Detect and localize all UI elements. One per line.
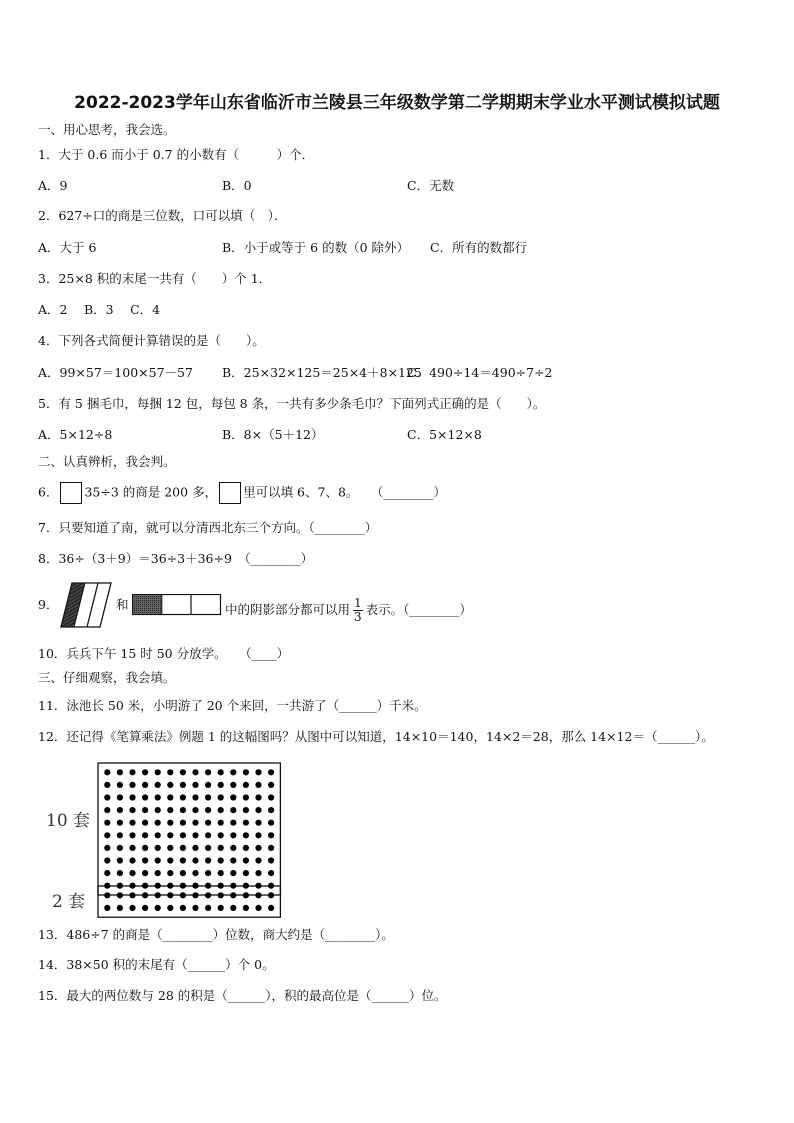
ten-sets-dot	[180, 769, 186, 775]
ten-sets-dot	[167, 883, 173, 889]
ten-sets-dot	[104, 832, 110, 838]
ten-sets-dot	[205, 794, 211, 800]
ten-sets-dot	[129, 782, 135, 788]
ten-sets-dot	[129, 820, 135, 826]
q6-number: 6．	[38, 484, 59, 500]
ten-sets-dot	[155, 870, 161, 876]
ten-sets-dot	[180, 807, 186, 813]
question-3: 3．25×8 积的末尾一共有（ ）个 1．	[38, 271, 272, 286]
ten-sets-dot	[142, 769, 148, 775]
ten-sets-dot	[129, 794, 135, 800]
ten-sets-dot	[230, 845, 236, 851]
ten-sets-dot	[243, 845, 249, 851]
rectangle-figure	[132, 594, 222, 616]
ten-sets-dot	[129, 870, 135, 876]
ten-sets-dot	[230, 769, 236, 775]
ten-sets-dot	[117, 782, 123, 788]
ten-sets-dot	[205, 870, 211, 876]
ten-sets-dot	[129, 857, 135, 863]
ten-sets-dot	[255, 832, 261, 838]
ten-sets-dot	[117, 832, 123, 838]
ten-sets-dot	[167, 794, 173, 800]
label-2-sets: 2 套	[52, 892, 86, 912]
dot-array-10-sets-frame	[98, 763, 280, 895]
ten-sets-dot	[243, 883, 249, 889]
q6-tail: 里可以填 6、7、8。 （________）	[243, 484, 446, 500]
question-4: 4．下列各式简便计算错误的是（ ）。	[38, 333, 265, 348]
ten-sets-dot	[230, 820, 236, 826]
ten-sets-dot	[192, 845, 198, 851]
blank-box	[60, 482, 82, 504]
question-13: 13．486÷7 的商是（________）位数，商大约是（________）。	[38, 927, 394, 942]
ten-sets-dot	[142, 807, 148, 813]
two-sets-dot	[205, 905, 211, 911]
ten-sets-dot	[117, 845, 123, 851]
q2-option-b: B．小于或等于 6 的数（0 除外）	[222, 240, 410, 255]
ten-sets-dot	[192, 857, 198, 863]
ten-sets-dot	[142, 845, 148, 851]
q4-option-c: C．490÷14＝490÷7÷2	[407, 365, 553, 380]
ten-sets-dot	[230, 782, 236, 788]
two-sets-dot	[167, 892, 173, 898]
ten-sets-dot	[155, 883, 161, 889]
ten-sets-dot	[155, 820, 161, 826]
ten-sets-dot	[243, 820, 249, 826]
ten-sets-dot	[142, 820, 148, 826]
ten-sets-dot	[167, 870, 173, 876]
section-heading-2: 二、认真辨析，我会判。	[38, 454, 176, 469]
section-heading-3: 三、仔细观察，我会填。	[38, 670, 176, 685]
ten-sets-dot	[104, 845, 110, 851]
ten-sets-dot	[142, 794, 148, 800]
two-sets-dot	[218, 905, 224, 911]
ten-sets-dot	[117, 820, 123, 826]
fraction-denominator: 3	[354, 610, 362, 624]
two-sets-dot	[180, 905, 186, 911]
ten-sets-dot	[268, 870, 274, 876]
ten-sets-dot	[268, 820, 274, 826]
dot-array-figure	[92, 760, 292, 920]
question-12: 12．还记得《笔算乘法》例题 1 的这幅图吗？从图中可以知道，14×10＝140，14×2＝28，那么 14×12＝（______）。	[38, 729, 714, 744]
ten-sets-dot	[167, 769, 173, 775]
ten-sets-dot	[117, 857, 123, 863]
two-sets-dot	[117, 905, 123, 911]
ten-sets-dot	[255, 883, 261, 889]
ten-sets-dot	[205, 769, 211, 775]
question-15: 15．最大的两位数与 28 的积是（______），积的最高位是（______）位。	[38, 988, 447, 1003]
ten-sets-dot	[243, 857, 249, 863]
ten-sets-dot	[192, 794, 198, 800]
ten-sets-dot	[243, 832, 249, 838]
ten-sets-dot	[104, 769, 110, 775]
ten-sets-dot	[104, 883, 110, 889]
ten-sets-dot	[255, 807, 261, 813]
ten-sets-dot	[255, 769, 261, 775]
ten-sets-dot	[268, 857, 274, 863]
question-5: 5．有 5 捆毛巾，每捆 12 包，每包 8 条，一共有多少条毛巾？下面列式正确的是（ ）。	[38, 396, 546, 411]
q9-and: 和	[116, 597, 129, 612]
ten-sets-dot	[192, 832, 198, 838]
ten-sets-dot	[142, 832, 148, 838]
ten-sets-dot	[155, 794, 161, 800]
ten-sets-dot	[218, 883, 224, 889]
ten-sets-dot	[104, 794, 110, 800]
ten-sets-dot	[117, 794, 123, 800]
ten-sets-dot	[268, 782, 274, 788]
two-sets-dot	[155, 892, 161, 898]
ten-sets-dot	[268, 883, 274, 889]
ten-sets-dot	[205, 857, 211, 863]
ten-sets-dot	[129, 832, 135, 838]
ten-sets-dot	[268, 769, 274, 775]
ten-sets-dot	[255, 782, 261, 788]
two-sets-dot	[129, 905, 135, 911]
ten-sets-dot	[180, 870, 186, 876]
ten-sets-dot	[218, 857, 224, 863]
ten-sets-dot	[192, 769, 198, 775]
two-sets-dot	[129, 892, 135, 898]
two-sets-dot	[104, 892, 110, 898]
ten-sets-dot	[255, 870, 261, 876]
ten-sets-dot	[230, 807, 236, 813]
question-7: 7．只要知道了南，就可以分清西北东三个方向。（________）	[38, 520, 378, 535]
ten-sets-dot	[205, 782, 211, 788]
question-2: 2．627÷口的商是三位数，口可以填（ ）．	[38, 208, 287, 223]
ten-sets-dot	[180, 794, 186, 800]
ten-sets-dot	[117, 769, 123, 775]
ten-sets-dot	[218, 794, 224, 800]
ten-sets-dot	[117, 883, 123, 889]
ten-sets-dot	[230, 870, 236, 876]
ten-sets-dot	[167, 845, 173, 851]
two-sets-dot	[192, 905, 198, 911]
ten-sets-dot	[104, 820, 110, 826]
ten-sets-dot	[180, 832, 186, 838]
page-title: 2022-2023学年山东省临沂市兰陵县三年级数学第二学期期末学业水平测试模拟试题	[74, 93, 720, 113]
two-sets-dot	[205, 892, 211, 898]
ten-sets-dot	[192, 883, 198, 889]
two-sets-dot	[255, 905, 261, 911]
q9-number: 9．	[38, 597, 59, 612]
label-10-sets: 10 套	[46, 811, 91, 831]
ten-sets-dot	[218, 782, 224, 788]
ten-sets-dot	[218, 845, 224, 851]
ten-sets-dot	[205, 883, 211, 889]
ten-sets-dot	[255, 794, 261, 800]
ten-sets-dot	[268, 832, 274, 838]
ten-sets-dot	[218, 769, 224, 775]
ten-sets-dot	[104, 782, 110, 788]
ten-sets-dot	[104, 807, 110, 813]
ten-sets-dot	[180, 845, 186, 851]
two-sets-dot	[104, 905, 110, 911]
ten-sets-dot	[155, 769, 161, 775]
ten-sets-dot	[243, 794, 249, 800]
ten-sets-dot	[230, 883, 236, 889]
ten-sets-dot	[218, 820, 224, 826]
ten-sets-dot	[180, 782, 186, 788]
q1-option-a: A．9	[38, 178, 68, 193]
ten-sets-dot	[129, 769, 135, 775]
q1-option-b: B．0	[222, 178, 252, 193]
two-sets-dot	[243, 905, 249, 911]
ten-sets-dot	[142, 883, 148, 889]
blank-box	[219, 482, 241, 504]
ten-sets-dot	[142, 857, 148, 863]
two-sets-dot	[230, 905, 236, 911]
two-sets-dot	[167, 905, 173, 911]
two-sets-dot	[268, 892, 274, 898]
ten-sets-dot	[104, 857, 110, 863]
ten-sets-dot	[192, 870, 198, 876]
ten-sets-dot	[167, 857, 173, 863]
ten-sets-dot	[243, 870, 249, 876]
ten-sets-dot	[155, 832, 161, 838]
ten-sets-dot	[243, 782, 249, 788]
ten-sets-dot	[205, 820, 211, 826]
fraction-numerator: 1	[354, 596, 362, 610]
two-sets-dot	[243, 892, 249, 898]
two-sets-dot	[117, 892, 123, 898]
question-10: 10．兵兵下午 15 时 50 分放学。 （____）	[38, 646, 290, 661]
q5-option-b: B．8×（5＋12）	[222, 427, 324, 442]
q3-options: A．2 B．3 C．4	[38, 302, 161, 317]
ten-sets-dot	[180, 820, 186, 826]
parallelogram-figure	[60, 582, 112, 628]
question-14: 14．38×50 积的末尾有（______）个 0。	[38, 957, 275, 972]
fraction-one-third	[353, 597, 363, 624]
ten-sets-dot	[117, 870, 123, 876]
ten-sets-dot	[180, 857, 186, 863]
two-sets-dot	[255, 892, 261, 898]
ten-sets-dot	[205, 807, 211, 813]
ten-sets-dot	[129, 807, 135, 813]
ten-sets-dot	[268, 794, 274, 800]
ten-sets-dot	[268, 845, 274, 851]
ten-sets-dot	[192, 782, 198, 788]
dot-array-2-sets-frame	[98, 886, 280, 917]
two-sets-dot	[155, 905, 161, 911]
ten-sets-dot	[243, 769, 249, 775]
ten-sets-dot	[167, 782, 173, 788]
two-sets-dot	[142, 905, 148, 911]
two-sets-dot	[192, 892, 198, 898]
q2-option-a: A．大于 6	[38, 240, 97, 255]
ten-sets-dot	[255, 857, 261, 863]
q5-option-a: A．5×12÷8	[38, 427, 113, 442]
ten-sets-dot	[129, 845, 135, 851]
q4-option-b: B．25×32×125＝25×4＋8×125	[222, 365, 422, 380]
question-11: 11．泳池长 50 米，小明游了 20 个来回，一共游了（______）千米。	[38, 698, 427, 713]
ten-sets-dot	[155, 845, 161, 851]
q5-option-c: C．5×12×8	[407, 427, 482, 442]
ten-sets-dot	[230, 794, 236, 800]
q4-option-a: A．99×57＝100×57－57	[38, 365, 193, 380]
ten-sets-dot	[192, 820, 198, 826]
two-sets-dot	[218, 892, 224, 898]
two-sets-dot	[180, 892, 186, 898]
ten-sets-dot	[142, 782, 148, 788]
ten-sets-dot	[180, 883, 186, 889]
ten-sets-dot	[205, 832, 211, 838]
ten-sets-dot	[104, 870, 110, 876]
section-heading-1: 一、用心思考，我会选。	[38, 122, 176, 137]
ten-sets-dot	[167, 807, 173, 813]
ten-sets-dot	[230, 832, 236, 838]
q1-option-c: C．无数	[407, 178, 455, 193]
ten-sets-dot	[243, 807, 249, 813]
ten-sets-dot	[255, 820, 261, 826]
ten-sets-dot	[218, 832, 224, 838]
q6-text: 35÷3 的商是 200 多，	[84, 484, 218, 500]
ten-sets-dot	[155, 782, 161, 788]
ten-sets-dot	[142, 870, 148, 876]
question-6	[38, 482, 446, 504]
ten-sets-dot	[255, 845, 261, 851]
ten-sets-dot	[268, 807, 274, 813]
ten-sets-dot	[230, 857, 236, 863]
ten-sets-dot	[117, 807, 123, 813]
ten-sets-dot	[155, 807, 161, 813]
two-sets-dot	[268, 905, 274, 911]
q2-option-c: C．所有的数都行	[430, 240, 528, 255]
ten-sets-dot	[205, 845, 211, 851]
ten-sets-dot	[167, 820, 173, 826]
question-1: 1．大于 0.6 而小于 0.7 的小数有（ ）个．	[38, 147, 315, 162]
ten-sets-dot	[192, 807, 198, 813]
q9-text: 中的阴影部分都可以用	[225, 602, 351, 617]
ten-sets-dot	[218, 870, 224, 876]
ten-sets-dot	[218, 807, 224, 813]
ten-sets-dot	[155, 857, 161, 863]
ten-sets-dot	[167, 832, 173, 838]
two-sets-dot	[142, 892, 148, 898]
q9-tail: 表示。（________）	[365, 602, 472, 617]
question-8: 8．36÷（3＋9）＝36÷3＋36÷9 （________）	[38, 551, 314, 566]
ten-sets-dot	[129, 883, 135, 889]
two-sets-dot	[230, 892, 236, 898]
